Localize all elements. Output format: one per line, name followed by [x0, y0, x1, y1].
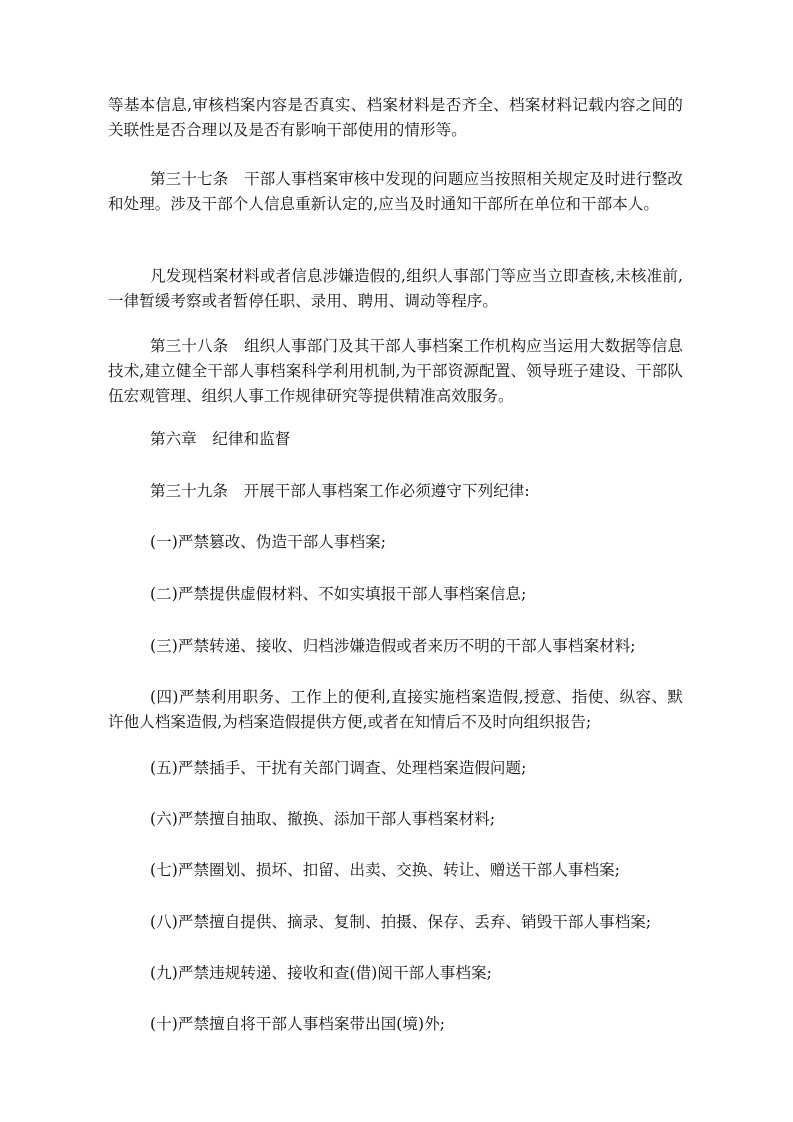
paragraph-fraud-check: 凡发现档案材料或者信息涉嫌造假的,组织人事部门等应当立即查核,未核准前,一律暂缓考察或者暂停任职、录用、聘用、调动等程序。: [108, 267, 683, 310]
article-38: 第三十八条 组织人事部门及其干部人事档案工作机构应当运用大数据等信息技术,建立健全干部人事档案科学利用机制,为干部资源配置、领导班子建设、干部队伍宏观管理、组织人事工作规律研究等提供精准高效服务。: [108, 337, 683, 405]
rule-item-10: (十)严禁擅自将干部人事档案带出国(境)外;: [150, 1015, 446, 1033]
rule-item-9: (九)严禁违规转递、接收和查(借)阅干部人事档案;: [150, 964, 492, 982]
chapter-6-heading: 第六章 纪律和监督: [150, 430, 291, 448]
rule-item-1: (一)严禁篡改、伪造干部人事档案;: [150, 533, 387, 551]
rule-item-3: (三)严禁转递、接收、归档涉嫌造假或者来历不明的干部人事档案材料;: [150, 637, 636, 655]
rule-item-5: (五)严禁插手、干扰有关部门调查、处理档案造假问题;: [150, 759, 527, 777]
article-37: 第三十七条 干部人事档案审核中发现的问题应当按照相关规定及时进行整改和处理。涉及干部个人信息重新认定的,应当及时通知干部所在单位和干部本人。: [108, 170, 683, 213]
rule-item-8: (八)严禁擅自提供、摘录、复制、拍摄、保存、丢弃、销毁干部人事档案;: [150, 913, 652, 931]
article-39: 第三十九条 开展干部人事档案工作必须遵守下列纪律:: [150, 482, 530, 500]
rule-item-7: (七)严禁圈划、损坏、扣留、出卖、交换、转让、赠送干部人事档案;: [150, 861, 621, 879]
rule-item-2: (二)严禁提供虚假材料、不如实填报干部人事档案信息;: [150, 585, 527, 603]
rule-item-6: (六)严禁擅自抽取、撤换、添加干部人事档案材料;: [150, 810, 496, 828]
paragraph-continuation: 等基本信息,审核档案内容是否真实、档案材料是否齐全、档案材料记载内容之间的关联性是否合理以及是否有影响干部使用的情形等。: [108, 96, 683, 139]
rule-item-4: (四)严禁利用职务、工作上的便利,直接实施档案造假,授意、指使、纵容、默许他人档案造假,为档案造假提供方便,或者在知情后不及时向组织报告;: [108, 688, 683, 731]
